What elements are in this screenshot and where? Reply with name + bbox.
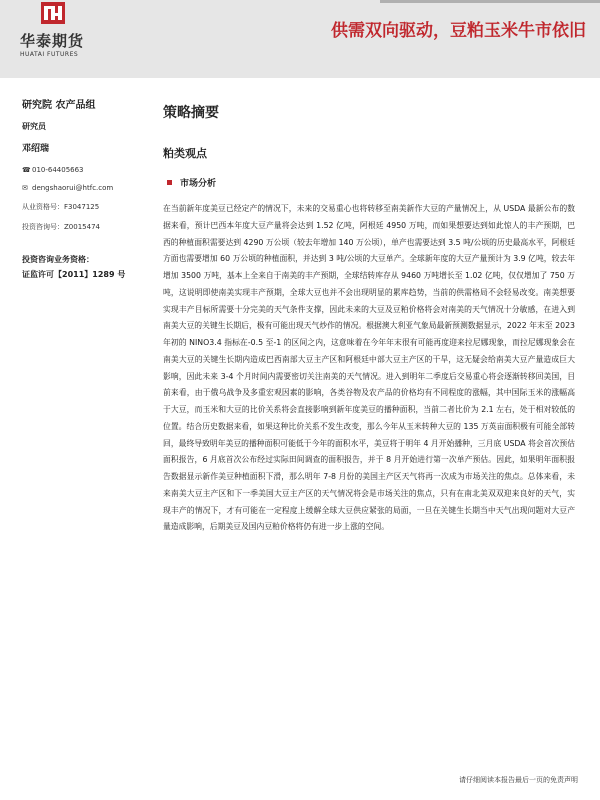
page-header <box>0 0 600 78</box>
phone-number: 010-64405663 <box>32 166 84 174</box>
phone-line <box>22 166 142 174</box>
license-number: 证监许可【2011】1289 号 <box>22 270 126 279</box>
report-title: 供需双向驱动，豆粕玉米牛市依旧 <box>331 21 586 41</box>
brand-name-en: HUATAI FUTURES <box>20 51 79 58</box>
author-name: 邓绍瑞 <box>22 144 50 154</box>
header-top-line <box>380 0 600 3</box>
email-address[interactable]: dengshaorui@htfc.com <box>32 184 114 192</box>
view-heading: 粕类观点 <box>163 147 207 160</box>
qualification-number: 从业资格号：F3047125 <box>22 203 100 211</box>
email-line <box>22 184 142 192</box>
brand-name-cn: 华泰期货 <box>20 32 85 50</box>
author-sidebar <box>22 96 142 280</box>
section-heading-text: 市场分析 <box>180 179 217 189</box>
main-content <box>163 102 575 536</box>
square-bullet-icon <box>167 180 172 185</box>
phone-icon: ☎ <box>22 166 31 174</box>
summary-heading: 策略摘要 <box>163 105 219 121</box>
department: 研究院 农产品组 <box>22 100 96 111</box>
author-role: 研究员 <box>22 122 46 131</box>
section-heading <box>163 176 575 189</box>
analysis-paragraph: 在当前新年度美豆已经定产的情况下，未来的交易重心也将转移至南美新作大豆的产量情况上，从 USDA 最新公布的数据来看，预计巴西本年度大豆产量将会达到 1.52 亿吨，阿根廷 4950 万吨，而如果想要达到如此惊人的丰产预期，巴西的种植面积需要达到 4290 万公顷（较去年增加 140 万公顷），单产也需要达到 3.5 吨/公顷的历史最高水平，阿根廷方面也需要增加 60 万公顷的种植面积，并达到 3 吨/公顷的大豆单产。全球新年度的大豆产量预计为 3.9 亿吨，较去年增加 3500 万吨，基本上全来自于南美的丰产预期，全球结转库存从 9460 万吨增长至 1.02 亿吨，仅仅增加了 750 万吨，这说明即使南美实现丰产预期，全球大豆也并不会出现明显的累库趋势，当前的供需格局不会轻易改变。南美想要实现丰产目标所需要十分完美的天气条件支撑，因此未来的大豆及豆粕价格将会对南美的天气情况十分敏感，在进入到南美大豆的关键生长期后，极有可能出现天气炒作的情况。根据澳大利亚气象局最新预测数据显示，2022 年末至 2023 年初的 NINO3.4 指标在-0.5 至-1 的区间之内，这意味着在今年年末很有可能再度迎来拉尼娜现象，而拉尼娜现象会在南美大豆的关键生长期内造成巴西南部大豆主产区和阿根廷中部大豆主产区的干旱，这无疑会给南美大豆产量造成巨大影响，因此未来 3-4 个月时间内需要密切关注南美的天气情况。进入到明年二季度后交易重心将会逐渐转移回美国，目前来看，由于俄乌战争及多重宏观因素的影响，各类谷物及农产品的价格均有不同程度的涨幅，其中国际玉米的涨幅高于大豆，而玉米和大豆的比价关系将会直接影响到新年度美豆的播种面积，当前二者比价为 2.1 左右，处于相对较低的位置。结合历史数据来看，如果这种比价关系不发生改变，那么今年从玉米转种大豆的 135 万英亩面积极有可能全部转回，最终导致明年美豆的播种面积可能低于今年的面积水平，美豆将于明年 4 月开始播种，三月底 USDA 将会首次预估面积报告，6 月底首次公布经过实际田间调查的面积报告，并于 8 月开始进行第一次单产预估。因此，如果明年面积报告数据显示新作美豆种植面积下滑，那么明年 7-8 月份的美国主产区天气将再一次成为市场关注的焦点。总体来看，未来南美大豆主产区和下一季美国大豆主产区的天气情况将会是市场关注的焦点，只有在南北美双双迎来良好的天气，实现丰产的情况下，才有可能在一定程度上缓解全球大豆供应紧张的局面，一旦在关键生长期当中天气出现问题对大豆产量造成影响，后期美豆及国内豆粕价格将仍有进一步上涨的空间。 <box>163 204 575 532</box>
company-logo <box>20 2 90 66</box>
license-label: 投资咨询业务资格： <box>22 255 94 264</box>
email-icon: ✉ <box>22 184 28 192</box>
footer-disclaimer: 请仔细阅读本报告最后一页的免责声明 <box>459 776 578 784</box>
logo-mark-icon <box>40 2 66 24</box>
invest-advisor-number: 投资咨询号：Z0015474 <box>22 223 100 231</box>
